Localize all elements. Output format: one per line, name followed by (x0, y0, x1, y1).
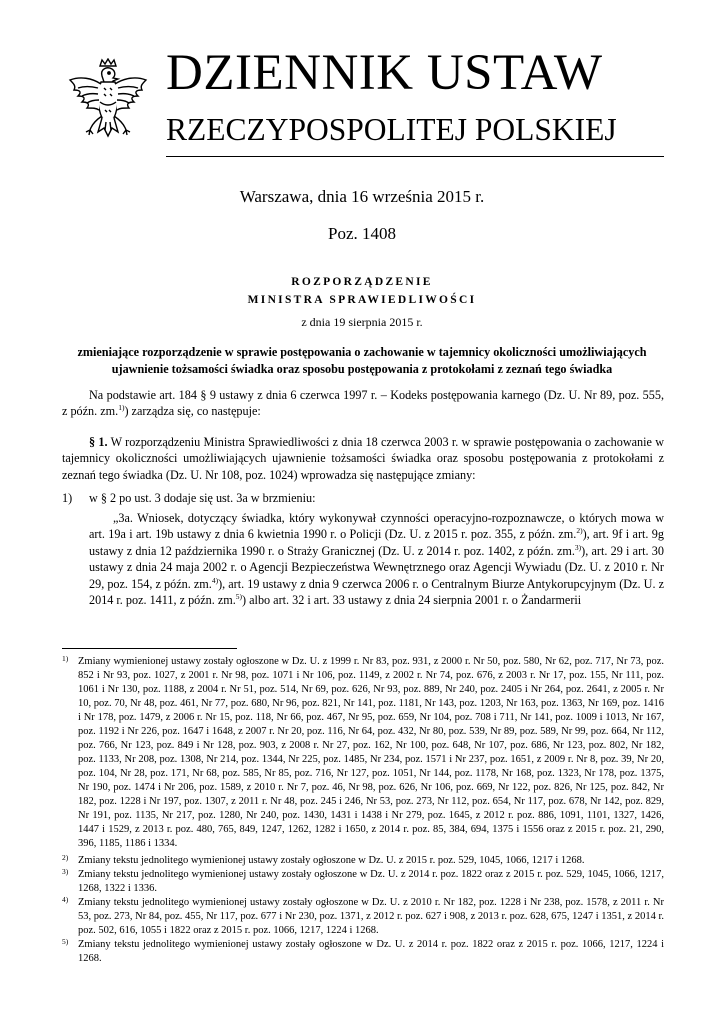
footnote-divider (62, 648, 237, 649)
paragraph-1: § 1. W rozporządzeniu Ministra Sprawiedliwości z dnia 18 czerwca 2003 r. w sprawie postępowania o zachowanie w tajemnicy okoliczności umożliwiających ujawnienie tożsamości świadka oraz sposobu postępowania z protokołami z zeznań tego świadka (Dz. U. Nr 108, poz. 1024) wprowadza się następujące zmiany: (62, 435, 665, 482)
footnote-text: Zmiany tekstu jednolitego wymienionej ustawy zostały ogłoszone w Dz. U. z 2014 r. poz. 1822 oraz z 2015 r. poz. 529, 1045, 1066, 1217, 1268, 1322 i 1336. (78, 869, 664, 894)
header-divider (166, 156, 664, 157)
footnote (62, 896, 664, 938)
footnote-text: Zmiany tekstu jednolitego wymienionej ustawy zostały ogłoszone w Dz. U. z 2015 r. poz. 529, 1045, 1066, 1217 i 1268. (78, 855, 585, 866)
footnote-mark: 2) (62, 853, 69, 862)
journal-subtitle: RZECZYPOSPOLITEJ POLSKIEJ (166, 112, 617, 147)
footnote-ref: 1) (118, 403, 125, 413)
footnote-ref: 3) (574, 542, 582, 552)
footnote-mark: 1) (62, 654, 69, 663)
act-issuer: MINISTRA SPRAWIEDLIWOŚCI (247, 294, 477, 306)
act-type: ROZPORZĄDZENIE (291, 276, 433, 288)
act-date: z dnia 19 sierpnia 2015 r. (301, 315, 423, 329)
polish-eagle-emblem-icon (62, 58, 154, 158)
preamble: Na podstawie art. 184 § 9 ustawy z dnia 6 czerwca 1997 r. – Kodeks postępowania karnego (Dz. U. Nr 89, poz. 555, z późn. zm.$^{1)}$) zarządza się, co następuje: (62, 388, 664, 419)
footnote (62, 868, 664, 896)
footnote-text: Zmiany tekstu jednolitego wymienionej ustawy zostały ogłoszone w Dz. U. z 2014 r. poz. 1822 oraz z 2015 r. poz. 1066, 1217, 1224 i 1268. (78, 939, 664, 964)
act-title: zmieniające rozporządzenie w sprawie postępowania o zachowanie w tajemnicy okoliczności umożliwiających ujawnienie tożsamości świadka oraz sposobu postępowania z protokołami z zeznań tego świadka (77, 345, 647, 376)
point-number: 1) (62, 491, 73, 505)
footnote (62, 938, 664, 966)
footnote-text: Zmiany wymienionej ustawy zostały ogłoszone w Dz. U. z 1999 r. Nr 83, poz. 931, z 2000 r. Nr 50, poz. 580, Nr 62, poz. 717, Nr 73, poz. 852 i Nr 93, poz. 1027, z 2001 r. Nr 98, poz. 1071 i Nr 106, poz. 1149, z 2002 r. Nr 74, poz. 676, z 2003 r. Nr 17, poz. 155, Nr 111, poz. 1061 i Nr 130, poz. 1188, z 2004 r. Nr 51, poz. 514, Nr 69, poz. 626, Nr 93, poz. 889, Nr 240, poz. 2405 i Nr 264, poz. 2641, z 2005 r. Nr 10, poz. 70, Nr 48, poz. 461, Nr 77, poz. 680, Nr 96, poz. 821, Nr 141, poz. 1181, Nr 143, poz. 1203, Nr 163, poz. 1363, Nr 169, poz. 1416 i Nr 178, poz. 1479, z 2006 r. Nr 15, poz. 118, Nr 66, poz. 467, Nr 95, poz. 659, Nr 104, poz. 708 i 711, Nr 141, poz. 1009 i 1013, Nr 167, poz. 1192 i Nr 226, poz. 1647 i 1648, z 2007 r. Nr 20, poz. 116, Nr 64, poz. 432, Nr 80, poz. 539, Nr 89, poz. 589, Nr 99, poz. 664, Nr 112, poz. 766, Nr 123, poz. 849 i Nr 128, poz. 903, z 2008 r. Nr 27, poz. 162, Nr 100, poz. 648, Nr 107, poz. 686, Nr 123, poz. 802, Nr 182, poz. 1133, Nr 208, poz. 1308, Nr 214, poz. 1344, Nr 225, poz. 1485, Nr 234, poz. 1571 i Nr 237, poz. 1651, z 2009 r. Nr 8, poz. 39, Nr 20, poz. 104, Nr 28, poz. 171, Nr 68, poz. 585, Nr 85, poz. 716, Nr 127, poz. 1051, Nr 144, poz. 1178, Nr 168, poz. 1323, Nr 178, poz. 1375, Nr 190, poz. 1474 i Nr 206, poz. 1589, z 2010 r. Nr 7, poz. 46, Nr 98, poz. 626, Nr 106, poz. 669, Nr 122, poz. 826, Nr 125, poz. 842, Nr 182, poz. 1228 i Nr 197, poz. 1307, z 2011 r. Nr 48, poz. 245 i 246, Nr 53, poz. 273, Nr 112, poz. 654, Nr 117, poz. 678, Nr 142, poz. 829, Nr 191, poz. 1135, Nr 217, poz. 1280, Nr 240, poz. 1430, 1431 i 1438 i Nr 279, poz. 1645, z 2012 r. poz. 886, 1091, 1101, 1327, 1426, 1447 i 1529, z 2013 r. poz. 480, 765, 849, 1247, 1262, 1282 i 1650, z 2014 r. poz. 85, 384, 694, 1375 i 1556 oraz z 2015 r. poz. 21, 290, 396, 1185, 1186 i 1334. (78, 656, 664, 849)
footnote (62, 854, 664, 868)
footnote-ref: 5) (235, 591, 243, 601)
footnote-mark: 3) (62, 867, 69, 876)
quoted-provision: „3a. Wniosek, dotyczący świadka, który wykonywał czynności operacyjno-rozpoznawcze, o których mowa w art. 19a i art. 19b ustawy z dnia 6 kwietnia 1990 r. o Policji (Dz. U. z 2015 r. poz. 355, z późn. zm.$^{2)}$), art. 9f i art. 9g ustawy z dnia 12 października 1990 r. o Straży Granicznej (Dz. U. z 2014 r. poz. 1402, z późn. zm.$^{3)}$), art. 29 i art. 30 ustawy z dnia 24 maja 2002 r. o Agencji Bezpieczeństwa Wewnętrznego oraz Agencji Wywiadu (Dz. U. z 2010 r. Nr 29, poz. 154, z późn. zm.$^{4)}$), art. 19 ustawy z dnia 9 czerwca 2006 r. o Centralnym Biurze Antykorupcyjnym (Dz. U. z 2014 r. poz. 1411, z późn. zm.$^{5)}$) albo art. 32 i art. 33 ustawy z dnia 24 sierpnia 2001 r. o Żandarmerii (89, 511, 665, 608)
footnote-mark: 4) (62, 895, 69, 904)
footnote-text: Zmiany tekstu jednolitego wymienionej ustawy zostały ogłoszone w Dz. U. z 2010 r. Nr 182, poz. 1228 i Nr 238, poz. 1578, z 2011 r. Nr 53, poz. 273, Nr 84, poz. 455, Nr 117, poz. 677 i Nr 230, poz. 1371, z 2012 r. poz. 627 i 908, z 2013 r. poz. 628, 675, 1247 i 1351, z 2014 r. poz. 502, 616, 1055 i 1822 oraz z 2015 r. poz. 1066, 1217, 1224 i 1268. (78, 897, 664, 936)
position-number: Poz. 1408 (328, 224, 396, 243)
journal-title: DZIENNIK USTAW (166, 45, 603, 101)
footnote-mark: 5) (62, 937, 69, 946)
paragraph-label: § 1. (89, 435, 108, 449)
footnote (62, 655, 664, 851)
footnote-ref: 4) (211, 575, 219, 585)
publication-date: Warszawa, dnia 16 września 2015 r. (239, 187, 485, 206)
point-1: 1) w § 2 po ust. 3 dodaje się ust. 3a w brzmieniu: (62, 491, 316, 505)
footnote-ref: 2) (576, 526, 583, 536)
